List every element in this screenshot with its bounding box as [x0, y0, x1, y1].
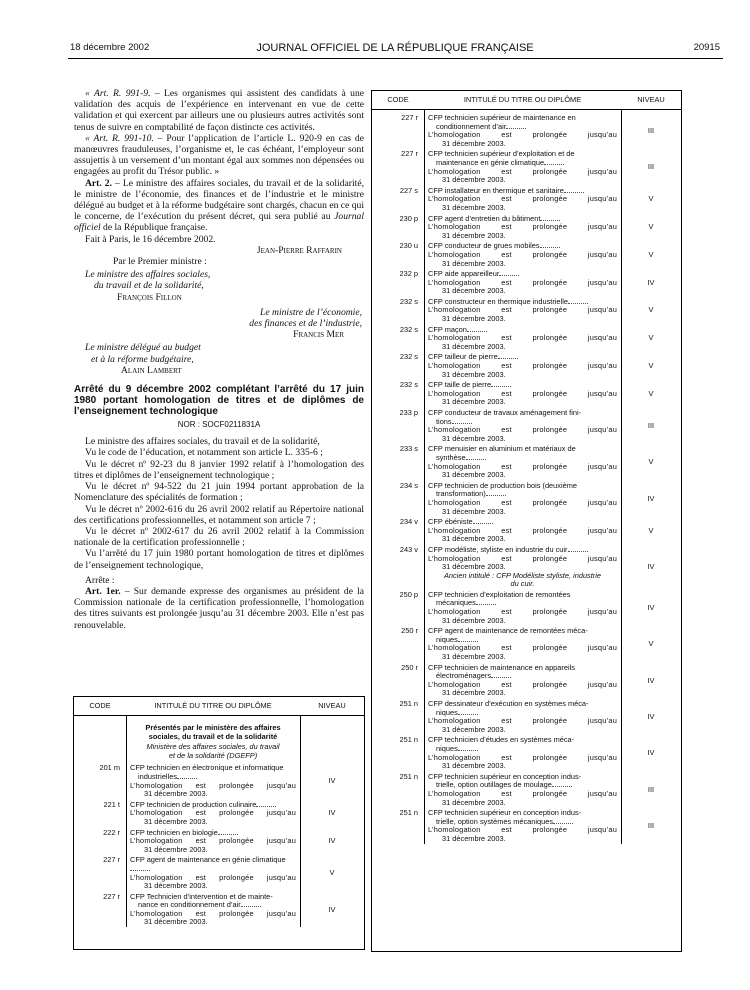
- titles-table-left: [73, 696, 365, 950]
- visa-2: Vu le décret nº 92-23 du 8 janvier 1992 relatif à l’homologation des titres et diplômes de l’enseignement technologique ;: [74, 458, 364, 481]
- paragraph-art-r991-10: « Art. R. 991-10. – Pour l’application de l’article L. 920-9 en cas de manœuvres frauduleuses, l’organisme et, le cas échéant, l’employeur sont assujettis à un versement d’un montant égal aux sommes non dépensées ou engagées au profit du Trésor public. »: [74, 132, 364, 178]
- table-row: [372, 353, 681, 379]
- titles-table-right: [371, 90, 682, 952]
- row-code: 234 v: [399, 517, 418, 527]
- row-code: 234 s: [399, 480, 418, 490]
- minister-2-line-1: Le ministre de l’économie,: [260, 306, 362, 318]
- table-row: [372, 809, 681, 843]
- header-date: 18 décembre 2002: [70, 42, 150, 53]
- row-level: III: [647, 420, 655, 430]
- ministry-label: Ministère des affaires sociales, du travail et de la solidarité (DGEFP): [146, 742, 280, 760]
- visa-minister: Le ministre des affaires sociales, du travail et de la solidarité,: [85, 436, 320, 448]
- row-code: 250 p: [399, 589, 418, 599]
- table-row: [372, 150, 681, 184]
- row-level: V: [648, 249, 654, 259]
- row-title: CFP technicien supérieur en conception indus- trielle, option systèmes mécaniques L’homologation est prolongée jusqu’au 31 décembre 2003.: [428, 808, 617, 843]
- row-level: V: [648, 222, 654, 232]
- row-level: V: [648, 194, 654, 204]
- row-level: V: [648, 639, 654, 649]
- row-code: 222 r: [103, 827, 120, 837]
- row-title: CFP agent d’entretien du bâtiment L’homologation est prolongée jusqu’au 31 décembre 2003.: [428, 213, 617, 240]
- row-title: CFP taille de pierre L’homologation est prolongée jusqu’au 31 décembre 2003.: [428, 380, 617, 407]
- table-row: [74, 764, 364, 798]
- row-title: CFP technicien de production bois (deuxième transformation) L’homologation est prolongée jusqu’au 31 décembre 2003.: [428, 480, 617, 516]
- row-level: V: [329, 868, 335, 878]
- row-title: CFP aide appareilleur L’homologation est prolongée jusqu’au 31 décembre 2003.: [428, 269, 617, 296]
- row-title: CFP menuisier en aluminium et matériaux de synthèse L’homologation est prolongée jusqu’au 31 décembre 2003.: [428, 444, 617, 480]
- left-column: [74, 88, 364, 631]
- nor-reference: NOR : SOCF0211831A: [177, 420, 261, 430]
- table-row: [372, 773, 681, 807]
- row-title: CFP installateur en thermique et sanitaire L’homologation est prolongée jusqu’au 31 décembre 2003.: [428, 185, 617, 212]
- row-code: 232 s: [399, 352, 418, 362]
- row-level: IV: [328, 904, 336, 914]
- paragraph-art-2: Art. 2. – Le ministre des affaires sociales, du travail et de la solidarité, le ministre de l’économie, des finances et de l’industrie et le ministre délégué au budget et à la réforme budgétaire sont chargés, chacun en ce qui le concerne, de l’exécution du présent décret, qui sera publié au Journal officiel de la République française.: [74, 177, 364, 234]
- table-header: [372, 91, 681, 110]
- row-title: CFP technicien en biologie L’homologation est prolongée jusqu’au 31 décembre 2003.: [130, 827, 296, 854]
- row-level: IV: [647, 675, 655, 685]
- table-row: [372, 627, 681, 661]
- row-level: IV: [328, 808, 336, 818]
- row-code: 227 s: [399, 185, 418, 195]
- row-code: 227 r: [103, 891, 120, 901]
- row-code: 227 r: [401, 149, 418, 159]
- row-code: 233 p: [399, 408, 418, 417]
- minister-3-line-1: Le ministre délégué au budget: [85, 342, 201, 354]
- row-code: 227 r: [401, 113, 418, 122]
- table-row: [372, 187, 681, 213]
- row-code: 227 r: [103, 855, 120, 865]
- minister-3-line-2: et à la réforme budgétaire,: [91, 353, 194, 365]
- table-row: [372, 700, 681, 734]
- table-row: [372, 736, 681, 770]
- header-page-number: 20915: [693, 42, 720, 53]
- row-level: IV: [647, 711, 655, 721]
- row-code: 251 n: [399, 699, 418, 708]
- row-code: 233 s: [399, 444, 418, 454]
- table-row: [74, 829, 364, 855]
- running-header: [70, 42, 720, 56]
- row-code: 243 v: [399, 544, 418, 554]
- table-row: [372, 664, 681, 698]
- row-code: 232 s: [399, 296, 418, 306]
- row-title: CFP conducteur de grues mobiles L’homologation est prolongée jusqu’au 31 décembre 2003.: [428, 241, 617, 268]
- row-title: CFP technicien d’exploitation de remontées mécaniques L’homologation est prolongée jusqu’au 31 décembre 2003.: [428, 589, 617, 625]
- row-title: CFP agent de maintenance en génie climatique L’homologation est prolongée jusqu’au 31 décembre 2003.: [130, 855, 296, 891]
- row-title: CFP modéliste, styliste en industrie du cuir L’homologation est prolongée jusqu’au 31 décembre 2003. Ancien intitulé : CFP Modéliste styliste, industrie du cuir.: [428, 544, 617, 589]
- row-title: CFP dessinateur d’exécution en systèmes méca- niques L’homologation est prolongée jusqu’au 31 décembre 2003.: [428, 699, 617, 734]
- signature-raffarin: Jean-Pierre Raffarin: [256, 244, 342, 256]
- row-level: IV: [328, 836, 336, 846]
- row-title: CFP technicien d’études en systèmes méca- niques L’homologation est prolongée jusqu’au 31 décembre 2003.: [428, 735, 617, 771]
- table-row: [74, 801, 364, 827]
- table-row: [372, 298, 681, 324]
- header-rule: [68, 58, 723, 59]
- visa-1: Vu le code de l’éducation, et notamment son article L. 335-6 ;: [85, 447, 323, 459]
- header-level: NIVEAU: [318, 700, 346, 710]
- visa-3: Vu le décret nº 94-522 du 21 juin 1994 portant approbation de la Nomenclature des spécialités de formation ;: [74, 481, 364, 504]
- row-code: 230 u: [399, 241, 418, 251]
- row-level: IV: [647, 277, 655, 287]
- header-journal: JOURNAL OFFICIEL DE LA RÉPUBLIQUE FRANÇAISE: [256, 42, 534, 54]
- table-row: [372, 114, 681, 148]
- row-level: IV: [647, 748, 655, 758]
- table-row: [372, 242, 681, 268]
- row-level: IV: [647, 562, 655, 572]
- row-code: 221 t: [103, 799, 120, 809]
- table-row: [372, 381, 681, 407]
- visa-4: Vu le décret nº 2002-616 du 26 avril 2002 relatif au Répertoire national des certifications professionnelles, et notamment son article 7 ;: [74, 503, 364, 526]
- row-level: V: [648, 525, 654, 535]
- row-title: CFP technicien de production culinaire L’homologation est prolongée jusqu’au 31 décembre 2003.: [130, 799, 296, 826]
- row-code: 251 n: [399, 735, 418, 745]
- row-code: 232 p: [399, 269, 418, 279]
- table-row: [74, 893, 364, 927]
- minister-2-line-2: des finances et de l’industrie,: [249, 318, 362, 330]
- row-code: 251 n: [399, 771, 418, 781]
- fait-a-paris: Fait à Paris, le 16 décembre 2002.: [85, 233, 216, 245]
- row-level: V: [648, 305, 654, 315]
- row-title: CFP technicien en électronique et informatique industrielles L’homologation est prolongée jusqu’au 31 décembre 2003.: [130, 763, 296, 799]
- table-row: [74, 856, 364, 890]
- header-level: NIVEAU: [637, 94, 665, 104]
- signature-lambert: Alain Lambert: [121, 364, 182, 376]
- row-title: CFP ébéniste L’homologation est prolongée jusqu’au 31 décembre 2003.: [428, 517, 617, 544]
- section-heading: Présentés par le ministère des affaires sociales, du travail et de la solidarité: [145, 723, 281, 741]
- arrete-label: Arrête :: [85, 574, 115, 586]
- header-title: INTITULÉ DU TITRE OU DIPLÔME: [154, 700, 272, 710]
- visa-5: Vu le décret nº 2002-617 du 26 avril 2002 relatif à la Commission nationale de la certification professionnelle ;: [74, 525, 364, 549]
- row-level: IV: [328, 776, 336, 786]
- table-row: [372, 591, 681, 625]
- row-level: III: [647, 162, 655, 172]
- row-level: V: [648, 361, 654, 371]
- table-row: [372, 518, 681, 544]
- table-row: [372, 215, 681, 241]
- row-code: 250 r: [401, 662, 418, 672]
- row-title: CFP technicien de maintenance en appareils électroménagers L’homologation est prolongée jusqu’au 31 décembre 2003.: [428, 662, 617, 698]
- row-level: IV: [647, 493, 655, 503]
- header-title: INTITULÉ DU TITRE OU DIPLÔME: [463, 94, 582, 104]
- row-level: V: [648, 388, 654, 398]
- row-code: 250 r: [401, 626, 418, 636]
- row-title: CFP technicien supérieur en conception indus- trielle, option outillages de moulage L’homologation est prolongée jusqu’au 31 décembre 2003.: [428, 771, 617, 807]
- row-title: CFP conducteur de travaux aménagement fini- tions L’homologation est prolongée jusqu’au 31 décembre 2003.: [428, 408, 617, 443]
- row-title: CFP technicien supérieur de maintenance en conditionnement d’air L’homologation est prolongée jusqu’au 31 décembre 2003.: [428, 113, 617, 148]
- row-code: 232 s: [399, 324, 418, 334]
- row-title: CFP agent de maintenance de remontées méca- niques L’homologation est prolongée jusqu’au 31 décembre 2003.: [428, 626, 617, 662]
- row-code: 201 m: [99, 763, 120, 773]
- row-level: III: [647, 821, 655, 831]
- ancien-intitule: Ancien intitulé : CFP Modéliste styliste, industrie du cuir.: [443, 570, 602, 589]
- header-code: CODE: [89, 700, 111, 710]
- table-header: [74, 697, 364, 716]
- minister-1-line-2: du travail et de la solidarité,: [94, 280, 204, 292]
- row-code: 232 s: [399, 380, 418, 390]
- arrete-title: Arrêté du 9 décembre 2002 complétant l’arrêté du 17 juin 1980 portant homologation de titres et de diplômes de l’enseignement technologique: [74, 384, 364, 418]
- row-title: CFP maçon L’homologation est prolongée jusqu’au 31 décembre 2003.: [428, 324, 617, 351]
- table-row: [372, 445, 681, 479]
- paragraph-art-r991-9: « Art. R. 991-9. – Les organismes qui assistent des candidats à une validation des acquis de l’expérience en intervenant en vue de cette validation et qui exercent par ailleurs une ou plusieurs autres activités sont tenus de suivre en comptabilité de façon distincte ces activités.: [74, 88, 364, 133]
- table-row: [372, 409, 681, 443]
- row-title: CFP technicien supérieur d’exploitation et de maintenance en génie climatique L’homologation est prolongée jusqu’au 31 décembre 2003.: [428, 149, 617, 185]
- row-title: CFP Technicien d’intervention et de mainte- nance en conditionnement d’air L’homologation est prolongée jusqu’au 31 décembre 2003.: [130, 891, 296, 927]
- row-level: V: [648, 457, 654, 467]
- table-row: [372, 326, 681, 352]
- row-level: III: [647, 125, 655, 135]
- signature-fillon: François Fillon: [117, 291, 182, 303]
- paragraph-art-1: Art. 1er. – Sur demande expresse des organismes au président de la Commission nationale de la certification professionnelle, l’homologation des titres suivants est prolongée jusqu’au 31 décembre 2003. Elle n’est pas renouvelable.: [74, 585, 364, 631]
- row-title: CFP constructeur en thermique industrielle L’homologation est prolongée jusqu’au 31 décembre 2003.: [428, 296, 617, 324]
- table-row: [372, 546, 681, 589]
- row-level: III: [647, 784, 655, 794]
- table-row: [372, 270, 681, 296]
- row-title: CFP tailleur de pierre L’homologation est prolongée jusqu’au 31 décembre 2003.: [428, 352, 617, 379]
- table-row: [372, 482, 681, 516]
- row-code: 230 p: [399, 213, 418, 223]
- row-code: 251 n: [399, 808, 418, 818]
- signature-mer: Francis Mer: [293, 329, 344, 341]
- row-level: V: [648, 333, 654, 343]
- header-code: CODE: [387, 94, 409, 104]
- par-le-premier-ministre: Par le Premier ministre :: [113, 256, 207, 268]
- visa-6: Vu l’arrêté du 17 juin 1980 portant homologation de titres et diplômes de l’enseignement technologique,: [74, 548, 364, 571]
- row-level: IV: [647, 602, 655, 612]
- minister-1-line-1: Le ministre des affaires sociales,: [85, 269, 211, 281]
